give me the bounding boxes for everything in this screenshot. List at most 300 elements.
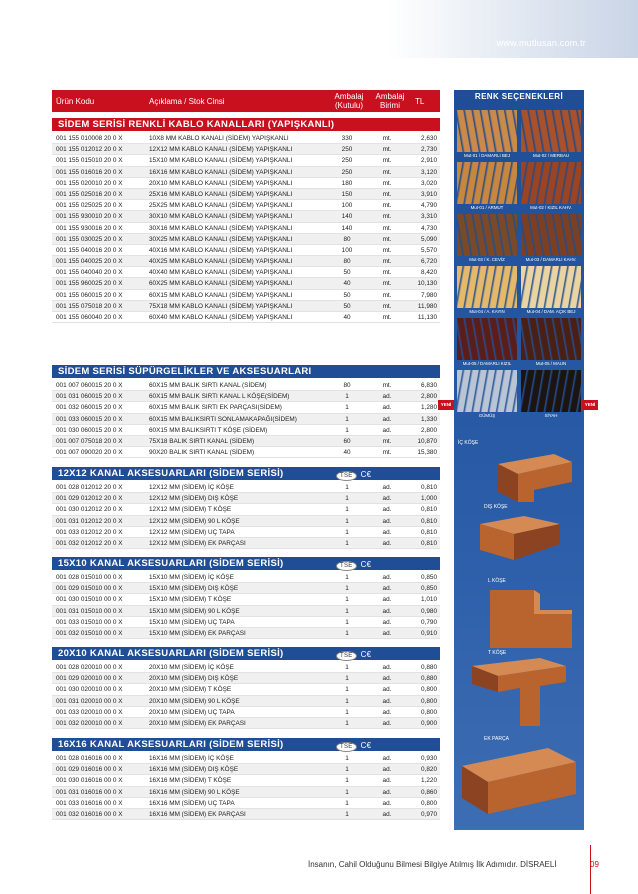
table-row — [52, 787, 440, 798]
product-code: 001 032 060015 20 0 X — [56, 404, 123, 412]
section-title — [52, 365, 440, 378]
table-row — [52, 504, 440, 515]
pack-unit: ad. — [382, 528, 392, 536]
tse-mark-icon: TSE — [336, 471, 357, 481]
pack-qty: 1 — [345, 675, 349, 683]
price: 0,900 — [421, 719, 437, 727]
pack-unit: ad. — [382, 484, 392, 491]
price: 0,790 — [421, 618, 437, 626]
price: 0,800 — [421, 708, 437, 716]
pack-qty: 40 — [343, 449, 351, 457]
price: 0,810 — [421, 506, 437, 514]
product-desc: 60X40 MM KABLO KANALI (SİDEM) YAPIŞKANLI — [149, 314, 293, 321]
pack-unit: mt. — [382, 235, 392, 243]
table-row — [52, 594, 440, 605]
price: 0,800 — [421, 686, 437, 694]
pack-unit: ad. — [382, 777, 392, 785]
section-title — [52, 738, 440, 751]
accessory-label: L KÖŞE — [488, 578, 506, 584]
tse-mark-icon: TSE — [336, 742, 357, 752]
pack-qty: 50 — [343, 302, 351, 310]
product-desc: 16X16 MM KABLO KANALI (SİDEM) YAPIŞKANLI — [149, 168, 293, 176]
header-tl: TL — [415, 97, 425, 106]
product-desc: 40X25 MM KABLO KANALI (SİDEM) YAPIŞKANLI — [149, 258, 293, 266]
pack-unit: mt. — [382, 190, 392, 198]
pack-unit: mt. — [382, 258, 392, 266]
price: 3,310 — [421, 213, 437, 221]
pack-unit: ad. — [382, 415, 392, 423]
price: 2,630 — [421, 135, 437, 142]
certification-marks — [336, 739, 371, 752]
price: 3,020 — [421, 179, 437, 187]
product-code: 001 030 060015 20 0 X — [56, 426, 123, 434]
product-desc: 12X12 MM (SİDEM) UÇ TAPA — [149, 528, 235, 536]
product-code: 001 033 015010 00 0 X — [56, 618, 123, 626]
price: 8,420 — [421, 269, 437, 277]
product-code: 001 030 015010 00 0 X — [56, 596, 123, 604]
product-desc: 40X40 MM KABLO KANALI (SİDEM) YAPIŞKANLI — [149, 269, 293, 277]
pack-unit: ad. — [382, 664, 392, 671]
color-swatch — [521, 370, 581, 412]
product-desc: 12X12 MM (SİDEM) 90 L KÖŞE — [149, 517, 240, 525]
product-code: 001 155 016016 20 0 X — [56, 168, 123, 176]
header-desc: Açıklama / Stok Cinsi — [149, 97, 225, 106]
section-title — [52, 557, 440, 570]
product-desc: 16X16 MM (SİDEM) 90 L KÖŞE — [149, 788, 240, 796]
product-code: 001 155 025025 20 0 X — [56, 202, 123, 210]
pack-unit: mt. — [382, 135, 392, 142]
pack-qty: 1 — [345, 596, 349, 604]
product-desc: 90X20 BALIK SIRTI KANAL (SİDEM) — [149, 449, 255, 457]
pack-qty: 150 — [341, 190, 353, 198]
pack-unit: ad. — [382, 596, 392, 604]
color-swatch — [457, 266, 517, 308]
section-title-text: 16X16 KANAL AKSESUARLARI (SİDEM SERİSİ) — [58, 739, 284, 750]
t-corner-icon — [470, 656, 568, 728]
product-code: 001 033 012012 20 0 X — [56, 528, 123, 536]
table-row — [52, 572, 440, 583]
header-code: Ürün Kodu — [56, 97, 95, 106]
product-desc: 10X8 MM KABLO KANALI (SİDEM) YAPIŞKANLI — [149, 135, 289, 142]
pack-unit: ad. — [382, 393, 392, 401]
pack-unit: ad. — [382, 539, 392, 547]
product-desc: 75X18 MM KABLO KANALI (SİDEM) YAPIŞKANLI — [149, 302, 293, 310]
table-row — [52, 425, 440, 436]
product-code: 001 028 016016 00 0 X — [56, 755, 123, 762]
ce-mark-icon: C€ — [360, 650, 372, 659]
pack-unit: ad. — [382, 675, 392, 683]
price: 0,880 — [421, 675, 437, 683]
pack-unit: ad. — [382, 517, 392, 525]
table-row — [52, 662, 440, 673]
joint-piece-icon — [458, 746, 578, 816]
pack-qty: 1 — [345, 788, 349, 796]
product-code: 001 032 015010 00 0 X — [56, 629, 123, 637]
l-corner-icon — [488, 588, 574, 650]
product-code: 001 031 016016 00 0 X — [56, 788, 123, 796]
product-desc: 25X25 MM KABLO KANALI (SİDEM) YAPIŞKANLI — [149, 202, 293, 210]
table-row — [52, 583, 440, 594]
price: 6,830 — [421, 382, 437, 389]
table-row — [52, 527, 440, 538]
pack-unit: mt. — [382, 291, 392, 299]
pack-unit: ad. — [382, 766, 392, 774]
pack-unit: ad. — [382, 618, 392, 626]
price: 10,870 — [417, 437, 437, 445]
price: 0,820 — [421, 766, 437, 774]
product-code: 001 028 012012 20 0 X — [56, 484, 123, 491]
pack-qty: 1 — [345, 686, 349, 694]
price: 15,380 — [417, 449, 437, 457]
accessory-label: EK PARÇA — [484, 736, 509, 742]
product-code: 001 030 012012 20 0 X — [56, 506, 123, 514]
price: 0,800 — [421, 799, 437, 807]
footer-quote: İnsanın, Cahil Olduğunu Bilmesi Bilgiye Atılmış İlk Adımıdır. DİSRAELİ — [308, 860, 557, 869]
pack-qty: 1 — [345, 719, 349, 727]
table-row — [52, 436, 440, 447]
pack-unit: mt. — [382, 224, 392, 232]
table-row — [52, 245, 440, 256]
product-desc: 20X10 MM (SİDEM) 90 L KÖŞE — [149, 697, 240, 705]
product-code: 001 155 010008 20 0 X — [56, 135, 123, 142]
table-row — [52, 234, 440, 245]
pack-unit: mt. — [382, 437, 392, 445]
price: 0,850 — [421, 574, 437, 581]
product-desc: 75X18 BALIK SIRTI KANAL (SİDEM) — [149, 437, 255, 445]
price: 0,970 — [421, 810, 437, 818]
product-desc: 60X25 MM KABLO KANALI (SİDEM) YAPIŞKANLI — [149, 280, 293, 288]
table-row — [52, 267, 440, 278]
section-title-text: 12X12 KANAL AKSESUARLARI (SİDEM SERİSİ) — [58, 468, 284, 479]
pack-qty: 140 — [341, 213, 353, 221]
product-code: 001 029 016016 00 0 X — [56, 766, 123, 774]
swatch-label: Mut-05 / DAMARLI KIZIL — [462, 361, 512, 366]
section-rows — [52, 572, 440, 639]
table-row — [52, 200, 440, 211]
pack-qty: 140 — [341, 224, 353, 232]
certification-marks — [336, 648, 371, 661]
price: 11,980 — [417, 302, 437, 310]
section-rows — [52, 662, 440, 729]
pack-qty: 60 — [343, 437, 351, 445]
price: 3,120 — [421, 168, 437, 176]
pack-qty: 1 — [345, 528, 349, 536]
product-desc: 60X15 MM BALIKSIRTI SONLAMAKAPAĞI(SİDEM) — [149, 415, 297, 423]
table-row — [52, 764, 440, 775]
pack-unit: ad. — [382, 574, 392, 581]
footer-divider — [590, 845, 591, 894]
product-code: 001 007 075018 20 0 X — [56, 437, 123, 445]
product-desc: 15X10 MM (SİDEM) UÇ TAPA — [149, 618, 235, 626]
table-row — [52, 617, 440, 628]
price: 5,090 — [421, 235, 437, 243]
swatch-label: Mut-04 / A. KAYIN — [469, 309, 505, 314]
pack-unit: mt. — [382, 280, 392, 288]
product-desc: 40X16 MM KABLO KANALI (SİDEM) YAPIŞKANLI — [149, 246, 293, 254]
table-row — [52, 798, 440, 809]
accessory-label: DIŞ KÖŞE — [484, 504, 508, 510]
product-code: 001 155 030025 20 0 X — [56, 235, 123, 243]
price: 2,800 — [421, 426, 437, 434]
product-code: 001 007 090020 20 0 X — [56, 449, 123, 457]
product-desc: 15X10 MM (SİDEM) 90 L KÖŞE — [149, 607, 240, 615]
pack-qty: 330 — [341, 135, 353, 142]
pack-qty: 1 — [345, 799, 349, 807]
product-desc: 12X12 MM (SİDEM) EK PARÇASI — [149, 539, 246, 547]
pack-qty: 1 — [345, 539, 349, 547]
product-code: 001 155 025016 20 0 X — [56, 190, 123, 198]
pack-unit: mt. — [382, 302, 392, 310]
table-row — [52, 391, 440, 402]
color-swatch — [521, 162, 581, 204]
section-rows — [52, 380, 440, 458]
product-desc: 60X15 MM KABLO KANALI (SİDEM) YAPIŞKANLI — [149, 291, 293, 299]
product-desc: 15X10 MM (SİDEM) İÇ KÖŞE — [149, 574, 234, 581]
product-desc: 16X16 MM (SİDEM) UÇ TAPA — [149, 799, 235, 807]
table-row — [52, 718, 440, 729]
pack-unit: ad. — [382, 506, 392, 514]
section-title-text: SİDEM SERİSİ RENKLİ KABLO KANALLARI (YAPIŞKANLI) — [58, 119, 335, 130]
pack-qty: 50 — [343, 269, 351, 277]
pack-qty: 1 — [345, 393, 349, 401]
product-code: 001 033 060015 20 0 X — [56, 415, 123, 423]
color-swatch — [521, 266, 581, 308]
product-code: 001 029 012012 20 0 X — [56, 495, 123, 503]
table-row — [52, 447, 440, 458]
pack-qty: 1 — [345, 607, 349, 615]
pack-unit: ad. — [382, 697, 392, 705]
pack-qty: 1 — [345, 708, 349, 716]
price: 1,280 — [421, 404, 437, 412]
certification-marks — [336, 468, 371, 481]
ce-mark-icon: C€ — [360, 560, 372, 569]
price: 0,880 — [421, 664, 437, 671]
product-desc: 60X15 MM BALIK SIRTI KANAL L KÖŞE(SİDEM) — [149, 393, 290, 401]
swatch-label: Mut-03 / DAMARLI KAHV. — [525, 257, 577, 262]
table-header — [52, 90, 440, 112]
table-row — [52, 707, 440, 718]
pack-unit: ad. — [382, 799, 392, 807]
swatch-label: Mut-05 / MAUN — [535, 361, 567, 366]
pack-unit: ad. — [382, 404, 392, 412]
swatch-label: GÜMÜŞ — [478, 413, 496, 418]
pack-qty: 1 — [345, 755, 349, 762]
color-swatch — [521, 318, 581, 360]
pack-qty: 1 — [345, 697, 349, 705]
product-desc: 15X10 MM (SİDEM) T KÖŞE — [149, 596, 232, 604]
product-desc: 20X10 MM (SİDEM) İÇ KÖŞE — [149, 664, 234, 671]
table-row — [52, 673, 440, 684]
product-code: 001 007 060015 20 0 X — [56, 382, 123, 389]
product-desc: 20X10 MM (SİDEM) UÇ TAPA — [149, 708, 235, 716]
pack-unit: mt. — [382, 269, 392, 277]
color-swatch — [457, 318, 517, 360]
price: 0,810 — [421, 517, 437, 525]
pack-qty: 1 — [345, 484, 349, 491]
price: 3,910 — [421, 190, 437, 198]
table-row — [52, 753, 440, 764]
pack-unit: mt. — [382, 179, 392, 187]
table-row — [52, 684, 440, 695]
color-swatch — [457, 214, 517, 256]
pack-qty: 250 — [341, 146, 353, 154]
inner-corner-icon — [494, 452, 574, 504]
price: 1,010 — [421, 596, 437, 604]
pack-unit: mt. — [382, 168, 392, 176]
table-row — [52, 178, 440, 189]
accessory-label: İÇ KÖŞE — [458, 440, 479, 446]
swatch-label: Mut-02 / KIZIL KAHV. — [530, 205, 572, 210]
pack-qty: 1 — [345, 585, 349, 593]
pack-qty: 80 — [343, 235, 351, 243]
product-code: 001 031 015010 00 0 X — [56, 607, 123, 615]
price: 0,860 — [421, 788, 437, 796]
table-row — [52, 301, 440, 312]
section-title-text: 15X10 KANAL AKSESUARLARI (SİDEM SERİSİ) — [58, 558, 284, 569]
table-row — [52, 312, 440, 323]
pack-unit: ad. — [382, 810, 392, 818]
pack-qty: 1 — [345, 426, 349, 434]
table-row — [52, 256, 440, 267]
price: 11,130 — [417, 314, 437, 321]
pack-qty: 1 — [345, 495, 349, 503]
price: 0,800 — [421, 697, 437, 705]
product-desc: 12X12 MM (SİDEM) DIŞ KÖŞE — [149, 495, 239, 503]
pack-unit: ad. — [382, 629, 392, 637]
section-title-text: 20X10 KANAL AKSESUARLARI (SİDEM SERİSİ) — [58, 648, 284, 659]
table-row — [52, 493, 440, 504]
price: 2,730 — [421, 146, 437, 154]
panel-title: RENK SEÇENEKLERİ — [454, 90, 584, 104]
pack-unit: ad. — [382, 585, 392, 593]
product-desc: 12X12 MM KABLO KANALI (SİDEM) YAPIŞKANLI — [149, 146, 293, 154]
table-row — [52, 144, 440, 155]
price: 2,800 — [421, 393, 437, 401]
product-code: 001 155 012012 20 0 X — [56, 146, 123, 154]
product-code: 001 155 930010 20 0 X — [56, 213, 123, 221]
product-desc: 12X12 MM (SİDEM) T KÖŞE — [149, 506, 232, 514]
product-code: 001 155 040016 20 0 X — [56, 246, 123, 254]
pack-unit: ad. — [382, 788, 392, 796]
new-badge-right: YENİ — [582, 400, 598, 410]
section-rows — [52, 482, 440, 549]
table-row — [52, 278, 440, 289]
pack-qty: 180 — [341, 179, 353, 187]
product-code: 001 029 020010 00 0 X — [56, 675, 123, 683]
site-url[interactable]: www.mutlusan.com.tr — [496, 38, 586, 48]
section-title — [52, 647, 440, 660]
product-desc: 30X16 MM KABLO KANALI (SİDEM) YAPIŞKANLI — [149, 224, 293, 232]
product-desc: 30X10 MM KABLO KANALI (SİDEM) YAPIŞKANLI — [149, 213, 293, 221]
color-swatch — [521, 110, 581, 152]
pack-unit: ad. — [382, 426, 392, 434]
swatch-label: Mut-03 / K. CEVİZ — [469, 257, 505, 262]
section-rows — [52, 133, 440, 323]
color-swatch — [457, 110, 517, 152]
product-code: 001 029 015010 00 0 X — [56, 585, 123, 593]
product-desc: 16X16 MM (SİDEM) T KÖŞE — [149, 777, 232, 785]
swatch-label: Mut-04 / DAM. AÇIK BEJ — [526, 309, 576, 314]
top-gradient — [388, 0, 638, 58]
accessory-label: T KÖŞE — [488, 650, 507, 656]
table-row — [52, 290, 440, 301]
section-title — [52, 118, 440, 131]
header-pack: Ambalaj (Kutulu) — [334, 92, 364, 110]
product-code: 001 028 015010 00 0 X — [56, 574, 123, 581]
table-row — [52, 482, 440, 493]
product-code: 001 030 020010 00 0 X — [56, 686, 123, 694]
table-row — [52, 380, 440, 391]
product-code: 001 155 060015 20 0 X — [56, 291, 123, 299]
product-desc: 20X10 MM (SİDEM) EK PARÇASI — [149, 719, 246, 727]
table-row — [52, 516, 440, 527]
product-code: 001 033 020010 00 0 X — [56, 708, 123, 716]
pack-unit: mt. — [382, 213, 392, 221]
header-unit: Ambalaj Birimi — [375, 92, 405, 110]
outer-corner-icon — [474, 514, 564, 562]
pack-qty: 100 — [341, 246, 353, 254]
pack-qty: 1 — [345, 810, 349, 818]
pack-unit: ad. — [382, 607, 392, 615]
product-desc: 20X10 MM KABLO KANALI (SİDEM) YAPIŞKANLI — [149, 179, 293, 187]
table-row — [52, 809, 440, 820]
section-rows — [52, 753, 440, 820]
product-desc: 25X16 MM KABLO KANALI (SİDEM) YAPIŞKANLI — [149, 190, 293, 198]
price: 1,330 — [421, 415, 437, 423]
product-code: 001 032 016016 00 0 X — [56, 810, 123, 818]
pack-qty: 1 — [345, 664, 349, 671]
price: 6,720 — [421, 258, 437, 266]
color-swatch — [521, 214, 581, 256]
pack-unit: mt. — [382, 146, 392, 154]
product-code: 001 030 016016 00 0 X — [56, 777, 123, 785]
table-row — [52, 538, 440, 549]
price: 0,980 — [421, 607, 437, 615]
product-desc: 60X15 MM BALIK SIRTI KANAL (SİDEM) — [149, 382, 267, 389]
pack-unit: mt. — [382, 314, 392, 321]
price: 1,000 — [421, 495, 437, 503]
product-code: 001 155 040025 20 0 X — [56, 258, 123, 266]
product-desc: 20X10 MM (SİDEM) DIŞ KÖŞE — [149, 675, 239, 683]
pack-qty: 1 — [345, 506, 349, 514]
pack-unit: ad. — [382, 708, 392, 716]
product-code: 001 031 060015 20 0 X — [56, 393, 123, 401]
table-row — [52, 167, 440, 178]
product-desc: 30X25 MM KABLO KANALI (SİDEM) YAPIŞKANLI — [149, 235, 293, 243]
product-code: 001 155 960025 20 0 X — [56, 280, 123, 288]
product-desc: 16X16 MM (SİDEM) DIŞ KÖŞE — [149, 766, 239, 774]
pack-qty: 1 — [345, 629, 349, 637]
ce-mark-icon: C€ — [360, 470, 372, 479]
price: 0,850 — [421, 585, 437, 593]
price: 7,980 — [421, 291, 437, 299]
product-code: 001 032 020010 00 0 X — [56, 719, 123, 727]
pack-qty: 40 — [343, 314, 351, 321]
pack-qty: 1 — [345, 415, 349, 423]
product-code: 001 032 012012 20 0 X — [56, 539, 123, 547]
pack-qty: 250 — [341, 168, 353, 176]
product-desc: 20X10 MM (SİDEM) T KÖŞE — [149, 686, 232, 694]
color-swatch — [457, 370, 517, 412]
price: 0,910 — [421, 629, 437, 637]
table-row — [52, 211, 440, 222]
pack-qty: 1 — [345, 766, 349, 774]
price: 10,130 — [417, 280, 437, 288]
price: 0,930 — [421, 755, 437, 762]
pack-qty: 80 — [343, 382, 351, 389]
table-row — [52, 402, 440, 413]
product-desc: 60X15 MM BALIK SIRTI EK PARÇASI(SİDEM) — [149, 404, 282, 412]
